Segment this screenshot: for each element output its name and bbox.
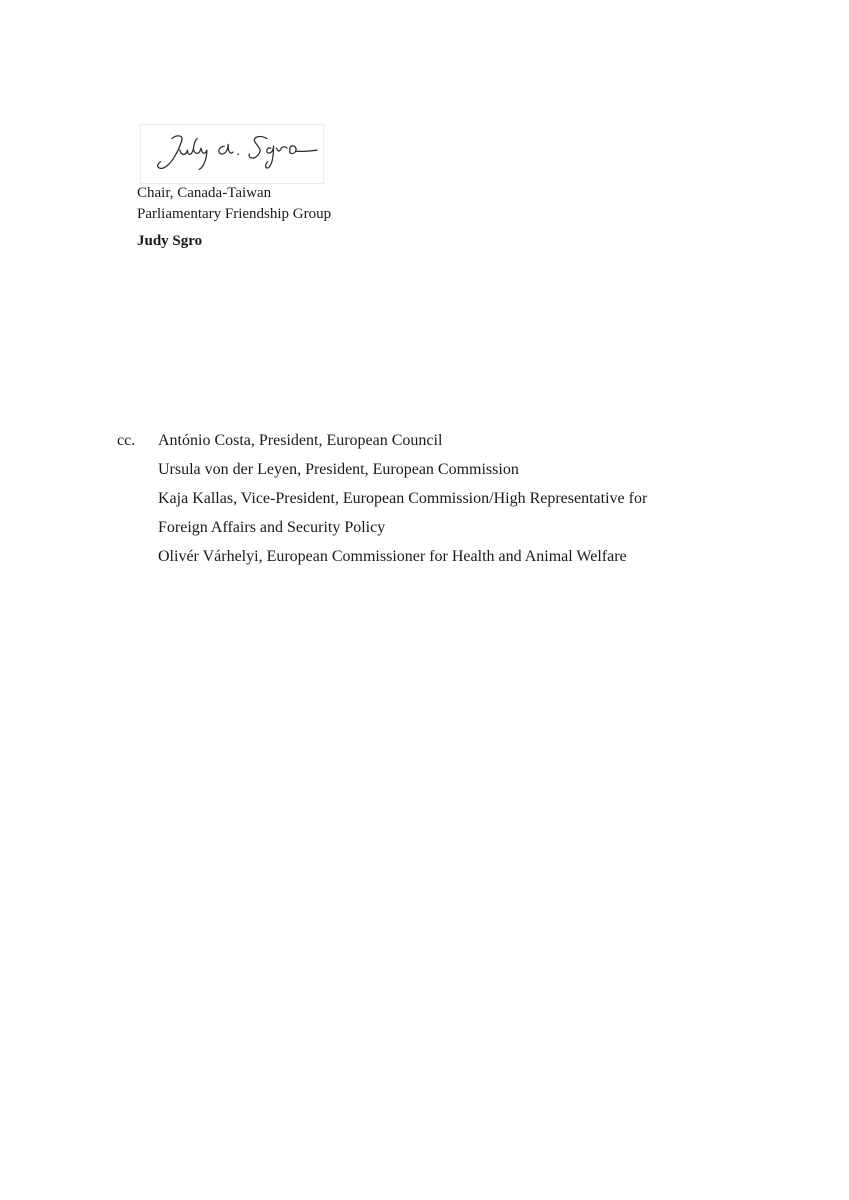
signer-name: Judy Sgro	[137, 233, 203, 249]
signature-image	[140, 124, 324, 184]
cc-recipient-continued: Foreign Affairs and Security Policy	[158, 519, 386, 536]
cc-recipient: Olivér Várhelyi, European Commissioner for Health and Animal Welfare	[158, 548, 627, 565]
cc-label: cc.	[117, 432, 136, 449]
cc-recipient: António Costa, President, European Council	[158, 432, 443, 449]
signer-title-line-2: Parliamentary Friendship Group	[137, 206, 332, 222]
signer-title-line-1: Chair, Canada-Taiwan	[137, 185, 272, 201]
handwritten-signature-icon	[141, 125, 323, 183]
cc-recipient: Kaja Kallas, Vice-President, European Commission/High Representative for	[158, 490, 648, 507]
cc-recipient: Ursula von der Leyen, President, European Commission	[158, 461, 519, 478]
